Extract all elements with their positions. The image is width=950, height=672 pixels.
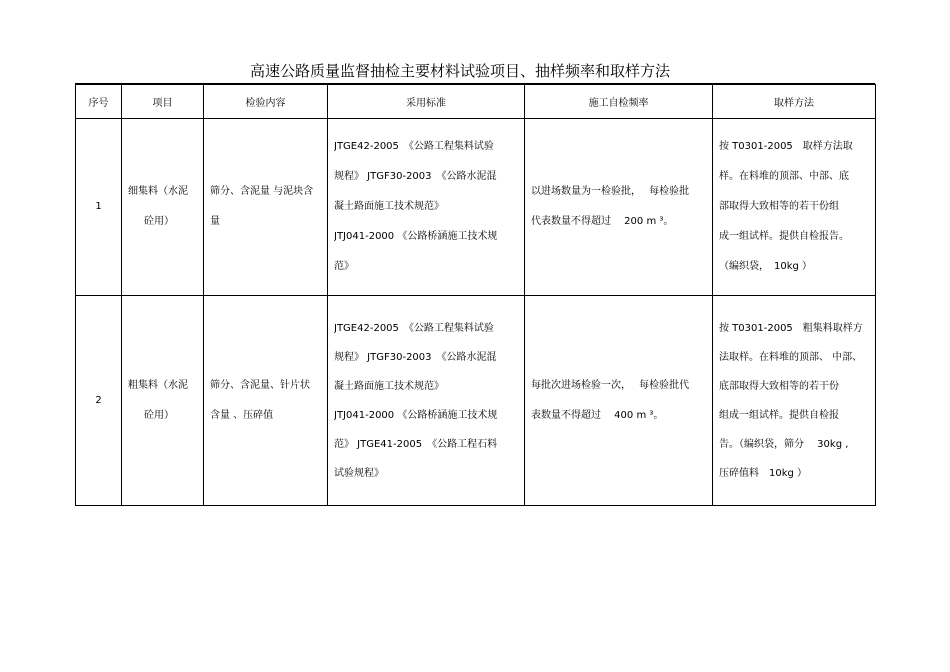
document-title: 高速公路质量监督抽检主要材料试验项目、抽样频率和取样方法 bbox=[249, 62, 670, 80]
row-standard: JTGE42-2005 《公路工程集料试验 规程》 JTGF30-2003 《公路水泥混 凝土路面施工技术规范》 JTJ041-2000 《公路桥涵施工技术规 范》 bbox=[328, 119, 525, 296]
table-row bbox=[76, 119, 876, 296]
row-frequency: 以进场数量为一检验批， 每检验批 代表数量不得超过 200 m ³。 bbox=[525, 119, 713, 296]
materials-table bbox=[75, 84, 876, 506]
header-no: 序号 bbox=[76, 85, 122, 119]
header-method: 取样方法 bbox=[713, 85, 876, 119]
header-frequency: 施工自检频率 bbox=[525, 85, 713, 119]
header-content: 检验内容 bbox=[204, 85, 328, 119]
row-no: 2 bbox=[76, 296, 122, 506]
header-standard: 采用标准 bbox=[328, 85, 525, 119]
row-standard: JTGE42-2005 《公路工程集料试验 规程》 JTGF30-2003 《公路水泥混 凝土路面施工技术规范》 JTJ041-2000 《公路桥涵施工技术规 范》 JTGE41-2005 《公路工程石料 试验规程》 bbox=[328, 296, 525, 506]
row-item: 细集料（水泥 砼用） bbox=[122, 119, 204, 296]
row-no: 1 bbox=[76, 119, 122, 296]
row-item: 粗集料（水泥 砼用） bbox=[122, 296, 204, 506]
row-frequency: 每批次进场检验一次， 每检验批代 表数量不得超过 400 m ³。 bbox=[525, 296, 713, 506]
row-content: 筛分、含泥量、针片状 含量 、压碎值 bbox=[204, 296, 328, 506]
header-item: 项目 bbox=[122, 85, 204, 119]
table-row bbox=[76, 296, 876, 506]
row-content: 筛分、含泥量 与泥块含 量 bbox=[204, 119, 328, 296]
row-method: 按 T0301-2005 粗集料取样方 法取样。在料堆的顶部、 中部、 底部取得大致相等的若干份 组成一组试样。提供自检报 告。（编织袋，筛分 30kg , 压碎值料 10kg ） bbox=[713, 296, 876, 506]
table-header-row bbox=[76, 85, 876, 119]
row-method: 按 T0301-2005 取样方法取 样。在料堆的顶部、中部、底 部取得大致相等的若干份组 成一组试样。提供自检报告。 （编织袋， 10kg ） bbox=[713, 119, 876, 296]
